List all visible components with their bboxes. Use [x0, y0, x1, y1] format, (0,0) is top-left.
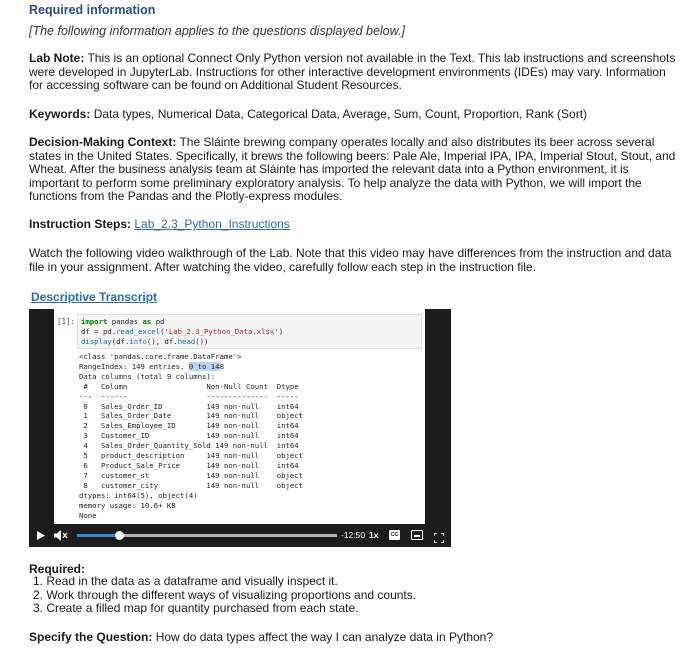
lab-note-text: This is an optional Connect Only Python version not available in the Text. This lab instructions and screenshots were developed in JupyterLab. Instructions for other interactive development environments (IDEs) may vary. Information for accessing software can be found on Additional Student Resources. [29, 51, 676, 92]
mute-icon[interactable] [53, 524, 69, 547]
code-text: ( [160, 327, 165, 336]
time-remaining: -12:50 [341, 530, 366, 540]
output-row: 8 customer_city 149 non-null object [79, 480, 304, 490]
code-fn: display [81, 337, 112, 346]
output-row: # Column Non-Null Count Dtype [79, 381, 304, 391]
code-as-kw: as [142, 317, 152, 326]
output-row: 0 Sales_Order_ID 149 non-null int64 [79, 401, 304, 411]
output-line: RangeIndex: 149 entries, [79, 361, 189, 371]
instruction-steps-label: Instruction Steps: [29, 217, 132, 231]
required-item: 3. Create a filled map for quantity purchased from each state. [33, 601, 359, 615]
output-row: 3 Customer_ID 149 non-null int64 [79, 431, 304, 441]
watch-paragraph: Watch the following video walkthrough of the Lab. Note that this video may have differences from the instruction and data file in your assignment. After watching the video, carefully follow each step in the instruction file. [29, 246, 672, 274]
context-text: The Sláinte brewing company operates locally and also distributes its beer across several states in the United States. Specifically, it brews the following beers: Pale Ale, Imperial IPA, IPA, Imperial Stout, Stout, and Wheat. After the business analysis team at Sláinte has imported the relevant data into a Python environment, it is important to perform some preliminary exploratory analysis. To help analyze the data with Python, we will import the functions from the Pandas and the Plotly-express modules. [29, 135, 676, 203]
playback-speed-button[interactable]: 1x [369, 530, 379, 540]
code-text: ()) [195, 337, 209, 346]
specify-question [29, 630, 493, 644]
keywords-text: Data types, Numerical Data, Categorical Data, Average, Sum, Count, Proportion, Rank (Sort) [90, 107, 588, 121]
progress-handle[interactable] [115, 531, 124, 540]
video-controls [29, 524, 451, 547]
output-row: 4 Sales_Order_Quantity_Sold 149 non-null int64 [79, 441, 304, 451]
output-line: Data columns (total 9 columns): [79, 371, 216, 381]
required-item: 2. Work through the different ways of visualizing proportions and counts. [33, 587, 417, 602]
output-line: None [79, 510, 97, 520]
fullscreen-icon[interactable] [434, 530, 444, 540]
required-information-title: Required information [29, 3, 156, 17]
code-text: ) [278, 327, 284, 336]
code-fn: head [177, 337, 196, 346]
keywords-paragraph [29, 108, 679, 122]
captions-icon[interactable]: CC [390, 532, 399, 538]
lab-note-paragraph [29, 52, 679, 93]
code-string: 'Lab_2.3_Python_Data.xlsx' [164, 327, 279, 336]
code-cell [77, 314, 422, 349]
output-line: <class 'pandas.core.frame.DataFrame'> [79, 352, 242, 361]
instruction-steps [29, 218, 679, 232]
code-fn: read_excel [116, 327, 161, 336]
transcript-icon[interactable] [411, 530, 423, 540]
cell-prompt: [1]: [57, 317, 76, 326]
video-frame[interactable] [54, 309, 425, 524]
output-line: 8 [219, 361, 224, 371]
specify-label: Specify the Question: [29, 630, 153, 644]
code-import-kw: import [81, 317, 108, 326]
cell-output [79, 352, 303, 520]
specify-text: How do data types affect the way I can analyze data in Python? [152, 630, 494, 644]
output-line: dtypes: int64(5), object(4) [79, 490, 198, 500]
descriptive-transcript-link[interactable]: Descriptive Transcript [31, 290, 158, 304]
output-row: 5 product_description 149 non-null object [79, 451, 304, 461]
video-player[interactable] [29, 309, 451, 547]
output-row: 2 Sales_Employee_ID 149 non-null int64 [79, 421, 304, 431]
required-title: Required: [29, 562, 86, 576]
output-line: memory usage: 10.6+ KB [79, 500, 176, 510]
code-text: (), df. [146, 337, 178, 346]
output-highlight: 0 to 14 [188, 361, 220, 371]
output-row: 6 Product_Sale_Price 149 non-null int64 [79, 460, 304, 470]
context-paragraph [29, 136, 679, 204]
code-text: pandas [107, 317, 143, 326]
lab-note-label: Lab Note: [29, 51, 85, 65]
output-row: --- ------ -------------- ----- [79, 391, 304, 401]
keywords-label: Keywords: [29, 107, 91, 121]
context-label: Decision-Making Context: [29, 135, 177, 149]
code-text: (df. [111, 337, 130, 346]
progress-fill [77, 534, 119, 537]
output-row: 1 Sales_Order_Date 149 non-null object [79, 411, 304, 421]
required-item: 1. Read in the data as a dataframe and visually inspect it. [33, 574, 338, 588]
instructions-link[interactable]: Lab_2.3_Python_Instructions [134, 217, 290, 231]
required-list [33, 575, 416, 616]
info-note: [The following information applies to the questions displayed below.] [29, 24, 405, 38]
output-row: 7 customer_st 149 non-null object [79, 470, 304, 480]
code-text: pd [151, 317, 165, 326]
play-icon[interactable] [34, 524, 48, 547]
code-fn: info [129, 337, 147, 346]
code-text: df = pd. [81, 327, 117, 336]
progress-bar[interactable] [77, 534, 337, 537]
